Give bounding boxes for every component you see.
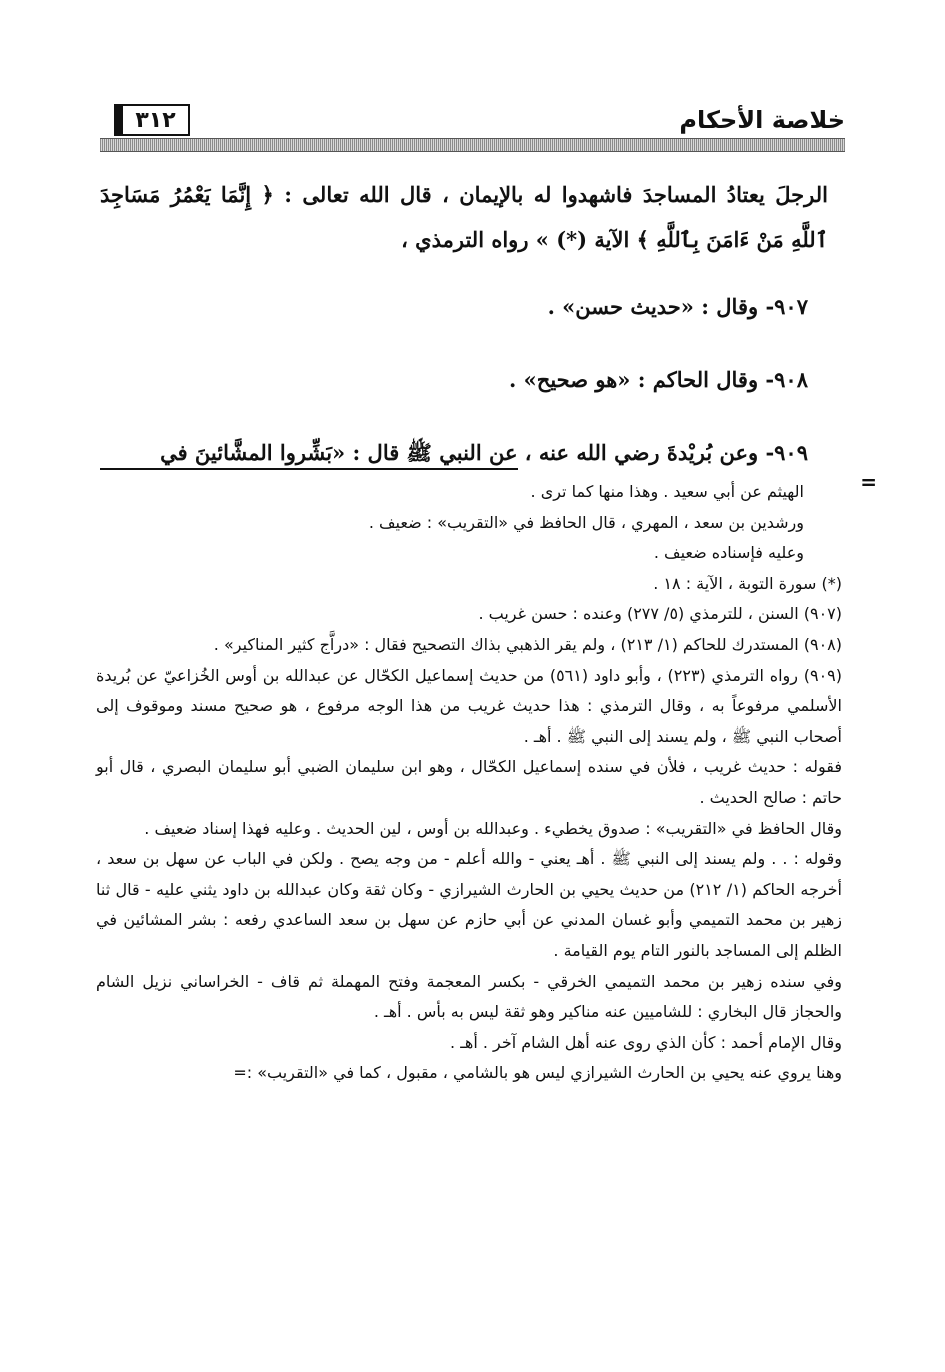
footnote-separator [100, 468, 518, 470]
footnote-line: وعليه فإسناده ضعيف . [653, 543, 804, 563]
continuation-marker: = [860, 470, 877, 494]
main-text [100, 172, 828, 475]
footnote-line: الهيثم عن أبي سعيد . وهذا منها كما ترى . [530, 482, 804, 501]
footnote-line: ورشدين بن سعد ، المهري ، قال الحافظ في «التقريب» : ضعيف . [368, 512, 804, 532]
footnote-907: (٩٠٧) السنن ، للترمذي (٥/ ٢٧٧) وعنده : حسن غريب . [478, 604, 842, 624]
footnote-paragraph: وفي سنده زهير بن محمد التميمي الخرقي - بكسر المعجمة وفتح المهملة ثم قاف - الخراساني نزيل الشام والحجاز قال البخاري : للشاميين عنه مناكير وهو ثقة ليس به بأس . أهـ . [96, 971, 842, 1022]
footnote-908: (٩٠٨) المستدرك للحاكم (١/ ٢١٣) ، ولم يقر الذهبي بذاك التصحيح فقال : «دراَّج كثير المناكير» . [213, 634, 842, 654]
book-title: خلاصة الأحكام [679, 106, 845, 134]
footnote-paragraph: وقال الحافظ في «التقريب» : صدوق يخطيء . وعبدالله بن أوس ، لين الحديث . وعليه فهذا إسناد ضعيف . [144, 818, 842, 838]
footnote-paragraph: فقوله : حديث غريب ، فلأن في سنده إسماعيل الكحّال ، وهو ابن سليمان الضبي أبو سليمان البصري ، قال أبو حاتم : صالح الحديث . [96, 757, 842, 807]
footnotes [96, 477, 842, 1089]
footnote-909: (٩٠٩) رواه الترمذي (٢٢٣) ، وأبو داود (٥٦١) من حديث إسماعيل الكحّال عن عبدالله بن أوس الخُزاعيّ عن بُريدة الأسلمي مرفوعاً به ، وقال الترمذي : هذا حديث غريب من هذا الوجه مرفوع ، هو صحيح مسند وموقوف إلى أصحاب النبي ﷺ ، ولم يسند إلى النبي ﷺ . أهـ . [96, 665, 842, 746]
footnote-paragraph: وهنا يروي عنه يحيي بن الحارث الشيرازي ليس هو بالشامي ، مقبول ، كما في «التقريب» := [233, 1063, 842, 1083]
footnote-paragraph: وقوله : . . ولم يسند إلى النبي ﷺ . أهـ يعني - والله أعلم - من وجه يصح . ولكن في الباب عن سهل بن سعد ، أخرجه الحاكم (١/ ٢١٢) من حديث يحيي بن الحارث الشيرازي - وكان ثقة وكان عبدالله بن داود يثني عليه - قال ثنا زهير بن محمد التميمي وأبو غسان المدني عن أبي حازم عن سهل بن سعد الساعدي رفعه : بشر المشائين في الظلم إلى المساجد بالنور التام يوم القيامة . [96, 849, 842, 960]
footnote-quran: (*) سورة التوبة ، الآية : ١٨ . [653, 573, 842, 593]
hadith-909: ٩٠٩- وعن بُريْدةَ رضي الله عنه ، عن النبي ﷺ قال : «بَشِّروا المشَّائينَ في [160, 440, 808, 465]
hadith-907: ٩٠٧- وقال : «حديث حسن» . [547, 294, 808, 319]
hadith-908: ٩٠٨- وقال الحاكم : «هو صحيح» . [509, 367, 808, 392]
page-number: ٣١٢ [114, 104, 190, 136]
page-header [100, 100, 845, 154]
header-rule [100, 138, 845, 152]
footnote-paragraph: وقال الإمام أحمد : كأن الذي روى عنه أهل الشام آخر . أهـ . [450, 1032, 842, 1052]
intro-paragraph: الرجلَ يعتادُ المساجدَ فاشهدوا له بالإيمان ، قال الله تعالى : ﴿ إِنَّمَا يَعْمُرُ مَسَاجِدَ ٱللَّهِ مَنْ ءَامَنَ بِٱللَّهِ ﴾ الآية (*) » رواه الترمذي ، [100, 182, 828, 252]
